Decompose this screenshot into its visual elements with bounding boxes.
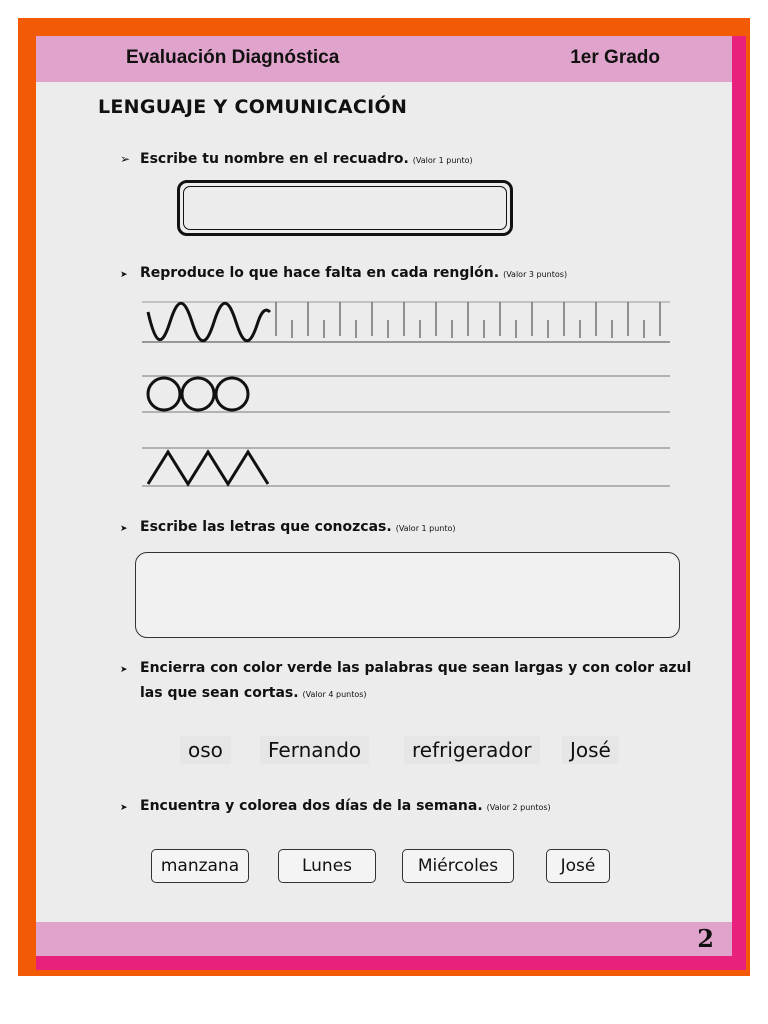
arrow-bullet-icon: ➤: [120, 524, 128, 534]
question-4: [120, 657, 700, 706]
arrow-bullet-icon: ➤: [120, 803, 128, 813]
question-2-value: (Valor 3 puntos): [503, 270, 568, 279]
pattern-lines: [136, 292, 676, 492]
question-3: [120, 516, 456, 541]
day-option-lunes[interactable]: Lunes: [278, 849, 376, 883]
question-5: [120, 795, 551, 820]
name-box-inner-border: [183, 186, 507, 230]
question-3-text: Escribe las letras que conozcas.: [140, 519, 392, 535]
question-2-text: Reproduce lo que hace falta en cada renglón.: [140, 265, 500, 281]
question-2: [120, 262, 567, 287]
worksheet-page: [36, 36, 732, 956]
question-4-text-line2: las que sean cortas.: [140, 685, 299, 701]
wave-pattern-row[interactable]: [142, 302, 670, 342]
arrow-bullet-icon: ➤: [120, 270, 128, 280]
name-input-box[interactable]: [177, 180, 513, 236]
word-refrigerador[interactable]: refrigerador: [404, 736, 540, 764]
question-1-text: Escribe tu nombre en el recuadro.: [140, 151, 409, 167]
footer-band: [36, 922, 732, 956]
page-number: 2: [697, 924, 714, 953]
question-3-value: (Valor 1 punto): [395, 524, 456, 533]
letters-answer-box[interactable]: [135, 552, 680, 638]
section-title: LENGUAJE Y COMUNICACIÓN: [98, 96, 408, 118]
question-1: [120, 148, 473, 172]
question-4-value: (Valor 4 puntos): [302, 690, 367, 699]
word-oso[interactable]: oso: [180, 736, 231, 764]
word-fernando[interactable]: Fernando: [260, 736, 369, 764]
question-5-value: (Valor 2 puntos): [486, 803, 551, 812]
worksheet-title: Evaluación Diagnóstica: [126, 47, 340, 68]
question-1-value: (Valor 1 punto): [412, 156, 473, 165]
zigzag-pattern-row[interactable]: [142, 448, 670, 486]
header-band: [36, 36, 732, 82]
day-option-manzana[interactable]: manzana: [151, 849, 249, 883]
grade-label: 1er Grado: [570, 47, 660, 68]
word-jose[interactable]: José: [562, 736, 619, 764]
question-5-text: Encuentra y colorea dos días de la semana.: [140, 798, 483, 814]
arrow-bullet-icon: ➢: [120, 152, 131, 166]
day-option-miercoles[interactable]: Miércoles: [402, 849, 514, 883]
question-4-text-line1: Encierra con color verde las palabras que sean largas y con color azul: [140, 660, 692, 676]
arrow-bullet-icon: ➤: [120, 665, 128, 675]
circle-pattern-row[interactable]: [142, 376, 670, 412]
day-option-jose[interactable]: José: [546, 849, 610, 883]
